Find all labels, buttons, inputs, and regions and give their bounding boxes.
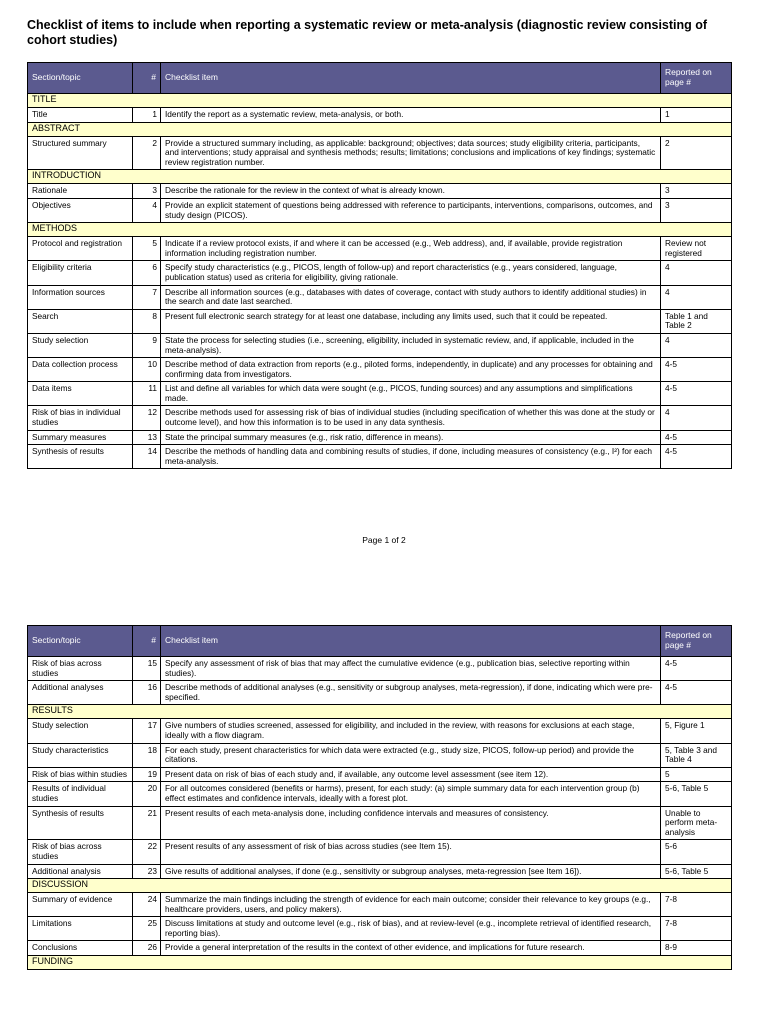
section-topic-cell: Data collection process [28,358,133,382]
item-number-cell: 12 [133,406,161,430]
header-checklist-item: Checklist item [161,626,661,657]
item-number-cell: 21 [133,806,161,840]
table-row [28,743,732,767]
checklist-item-cell: Describe methods used for assessing risk of bias of individual studies (including specification of whether this was done at the study or outcome level), and how this information is to be used in any data synthesis. [161,406,661,430]
item-number-cell: 16 [133,681,161,705]
section-topic-cell: Conclusions [28,941,133,956]
reported-page-cell: 5-6, Table 5 [661,782,732,806]
section-heading: ABSTRACT [28,122,661,136]
section-row [28,956,732,970]
section-topic-cell: Data items [28,382,133,406]
reported-page-cell: 2 [661,136,732,170]
table-row [28,285,732,309]
section-fill-cell [661,122,732,136]
item-number-cell: 14 [133,445,161,469]
checklist-item-cell: List and define all variables for which data were sought (e.g., PICOS, funding sources) and any assumptions and simplifications made. [161,382,661,406]
section-fill-cell [661,223,732,237]
checklist-item-cell: Describe the methods of handling data and combining results of studies, if done, including measures of consistency (e.g., I²) for each meta-analysis. [161,445,661,469]
section-topic-cell: Eligibility criteria [28,261,133,285]
table-row [28,657,732,681]
reported-page-cell: 4-5 [661,445,732,469]
item-number-cell: 6 [133,261,161,285]
section-topic-cell: Additional analyses [28,681,133,705]
table-row [28,108,732,123]
section-fill-cell [661,879,732,893]
section-heading: RESULTS [28,705,661,719]
reported-page-cell: 4-5 [661,430,732,445]
reported-page-cell: 4-5 [661,358,732,382]
checklist-item-cell: Describe all information sources (e.g., databases with dates of coverage, contact with study authors to identify additional studies) in the search and date last searched. [161,285,661,309]
section-topic-cell: Risk of bias in individual studies [28,406,133,430]
item-number-cell: 22 [133,840,161,864]
checklist-item-cell: Provide a general interpretation of the results in the context of other evidence, and implications for future research. [161,941,661,956]
checklist-item-cell: For all outcomes considered (benefits or harms), present, for each study: (a) simple summary data for each intervention group (b) effect estimates and confidence intervals, ideally with a forest plot. [161,782,661,806]
checklist-item-cell: State the principal summary measures (e.g., risk ratio, difference in means). [161,430,661,445]
reported-page-cell: 4 [661,261,732,285]
section-heading: DISCUSSION [28,879,661,893]
section-topic-cell: Information sources [28,285,133,309]
checklist-item-cell: Present results of each meta-analysis done, including confidence intervals and measures of consistency. [161,806,661,840]
item-number-cell: 18 [133,743,161,767]
table-row [28,136,732,170]
header-section-topic: Section/topic [28,626,133,657]
checklist-item-cell: Give results of additional analyses, if done (e.g., sensitivity or subgroup analyses, meta-regression [see Item 16]). [161,864,661,879]
checklist-item-cell: Present results of any assessment of risk of bias across studies (see Item 15). [161,840,661,864]
checklist-table-page-2 [27,625,732,970]
reported-page-cell: 7-8 [661,893,732,917]
table-row [28,767,732,782]
reported-page-cell: 5-6, Table 5 [661,864,732,879]
page-number: Page 1 of 2 [362,535,406,545]
table-body [28,94,732,469]
table-row [28,237,732,261]
header-item-number: # [133,63,161,94]
checklist-item-cell: Present data on risk of bias of each study and, if available, any outcome level assessment (see item 12). [161,767,661,782]
section-heading: INTRODUCTION [28,170,661,184]
item-number-cell: 7 [133,285,161,309]
section-topic-cell: Risk of bias across studies [28,840,133,864]
checklist-item-cell: Provide an explicit statement of questions being addressed with reference to participants, interventions, comparisons, outcomes, and study design (PICOS). [161,198,661,222]
checklist-item-cell: Describe the rationale for the review in the context of what is already known. [161,184,661,199]
table-row [28,941,732,956]
reported-page-cell: Unable to perform meta-analysis [661,806,732,840]
section-topic-cell: Synthesis of results [28,445,133,469]
reported-page-cell: 5 [661,767,732,782]
checklist-item-cell: Identify the report as a systematic review, meta-analysis, or both. [161,108,661,123]
section-row [28,94,732,108]
table-row [28,382,732,406]
table-row [28,198,732,222]
table-row [28,333,732,357]
reported-page-cell: 5-6 [661,840,732,864]
checklist-table-page-1 [27,62,732,469]
section-topic-cell: Risk of bias across studies [28,657,133,681]
table-row [28,719,732,743]
reported-page-cell: 3 [661,198,732,222]
section-row [28,170,732,184]
item-number-cell: 15 [133,657,161,681]
section-topic-cell: Rationale [28,184,133,199]
checklist-item-cell: Provide a structured summary including, as applicable: background; objectives; data sources; study eligibility criteria, participants, and interventions; study appraisal and synthesis methods; results; limitations; conclusions and implications of key findings; systematic review registration number. [161,136,661,170]
section-topic-cell: Study selection [28,719,133,743]
section-topic-cell: Objectives [28,198,133,222]
reported-page-cell: 4-5 [661,657,732,681]
checklist-item-cell: Summarize the main findings including the strength of evidence for each main outcome; consider their relevance to key groups (e.g., healthcare providers, users, and policy makers). [161,893,661,917]
reported-page-cell: 4 [661,333,732,357]
reported-page-cell: 4-5 [661,681,732,705]
reported-page-cell: 8-9 [661,941,732,956]
reported-page-cell: 1 [661,108,732,123]
table-row [28,681,732,705]
reported-page-cell: 4 [661,285,732,309]
section-topic-cell: Risk of bias within studies [28,767,133,782]
item-number-cell: 17 [133,719,161,743]
checklist-item-cell: Specify study characteristics (e.g., PICOS, length of follow-up) and report characteristics (e.g., years considered, language, publication status) used as criteria for eligibility, giving rationale. [161,261,661,285]
checklist-item-cell: Specify any assessment of risk of bias that may affect the cumulative evidence (e.g., publication bias, selective reporting within studies). [161,657,661,681]
item-number-cell: 23 [133,864,161,879]
item-number-cell: 19 [133,767,161,782]
document-title: Checklist of items to include when reporting a systematic review or meta-analysis (diagnostic review consisting of cohort studies) [27,18,708,47]
item-number-cell: 4 [133,198,161,222]
reported-page-cell: Table 1 and Table 2 [661,309,732,333]
checklist-item-cell: Discuss limitations at study and outcome level (e.g., risk of bias), and at review-level (e.g., incomplete retrieval of identified research, reporting bias). [161,917,661,941]
reported-page-cell: 4-5 [661,382,732,406]
checklist-item-cell: Present full electronic search strategy for at least one database, including any limits used, such that it could be repeated. [161,309,661,333]
item-number-cell: 5 [133,237,161,261]
reported-page-cell: 3 [661,184,732,199]
section-fill-cell [661,956,732,970]
checklist-item-cell: State the process for selecting studies (i.e., screening, eligibility, included in systematic review, and, if applicable, included in the meta-analysis). [161,333,661,357]
section-topic-cell: Additional analysis [28,864,133,879]
section-topic-cell: Limitations [28,917,133,941]
section-row [28,705,732,719]
reported-page-cell: 4 [661,406,732,430]
checklist-item-cell: Describe method of data extraction from reports (e.g., piloted forms, independently, in duplicate) and any processes for obtaining and confirming data from investigators. [161,358,661,382]
item-number-cell: 11 [133,382,161,406]
header-item-number: # [133,626,161,657]
item-number-cell: 9 [133,333,161,357]
item-number-cell: 13 [133,430,161,445]
checklist-item-cell: Give numbers of studies screened, assessed for eligibility, and included in the review, with reasons for exclusions at each stage, ideally with a flow diagram. [161,719,661,743]
reported-page-cell: 5, Table 3 and Table 4 [661,743,732,767]
section-topic-cell: Study selection [28,333,133,357]
header-checklist-item: Checklist item [161,63,661,94]
table-row [28,864,732,879]
table-row [28,184,732,199]
item-number-cell: 2 [133,136,161,170]
reported-page-cell: Review not registered [661,237,732,261]
reported-page-cell: 7-8 [661,917,732,941]
section-topic-cell: Results of individual studies [28,782,133,806]
item-number-cell: 24 [133,893,161,917]
section-topic-cell: Protocol and registration [28,237,133,261]
table-row [28,261,732,285]
section-topic-cell: Summary measures [28,430,133,445]
item-number-cell: 10 [133,358,161,382]
table-row [28,917,732,941]
header-section-topic: Section/topic [28,63,133,94]
table-row [28,430,732,445]
item-number-cell: 20 [133,782,161,806]
section-topic-cell: Study characteristics [28,743,133,767]
section-topic-cell: Title [28,108,133,123]
item-number-cell: 26 [133,941,161,956]
section-topic-cell: Synthesis of results [28,806,133,840]
table-header-row [28,63,732,94]
section-fill-cell [661,94,732,108]
table-row [28,782,732,806]
section-topic-cell: Summary of evidence [28,893,133,917]
item-number-cell: 3 [133,184,161,199]
section-row [28,879,732,893]
section-row [28,223,732,237]
section-topic-cell: Structured summary [28,136,133,170]
table-row [28,445,732,469]
header-reported-on-page: Reported on page # [661,626,732,657]
table-row [28,406,732,430]
checklist-item-cell: For each study, present characteristics for which data were extracted (e.g., study size, PICOS, follow-up period) and provide the citations. [161,743,661,767]
section-heading: FUNDING [28,956,661,970]
table-row [28,358,732,382]
table-header-row [28,626,732,657]
section-heading: METHODS [28,223,661,237]
table-row [28,309,732,333]
section-heading: TITLE [28,94,661,108]
item-number-cell: 1 [133,108,161,123]
checklist-item-cell: Indicate if a review protocol exists, if and where it can be accessed (e.g., Web address), and, if available, provide registration information including registration number. [161,237,661,261]
item-number-cell: 25 [133,917,161,941]
section-row [28,122,732,136]
item-number-cell: 8 [133,309,161,333]
checklist-item-cell: Describe methods of additional analyses (e.g., sensitivity or subgroup analyses, meta-regression), if done, indicating which were pre-specified. [161,681,661,705]
header-reported-on-page: Reported on page # [661,63,732,94]
table-body [28,657,732,970]
section-topic-cell: Search [28,309,133,333]
reported-page-cell: 5, Figure 1 [661,719,732,743]
section-fill-cell [661,705,732,719]
table-row [28,806,732,840]
section-fill-cell [661,170,732,184]
table-row [28,840,732,864]
table-row [28,893,732,917]
